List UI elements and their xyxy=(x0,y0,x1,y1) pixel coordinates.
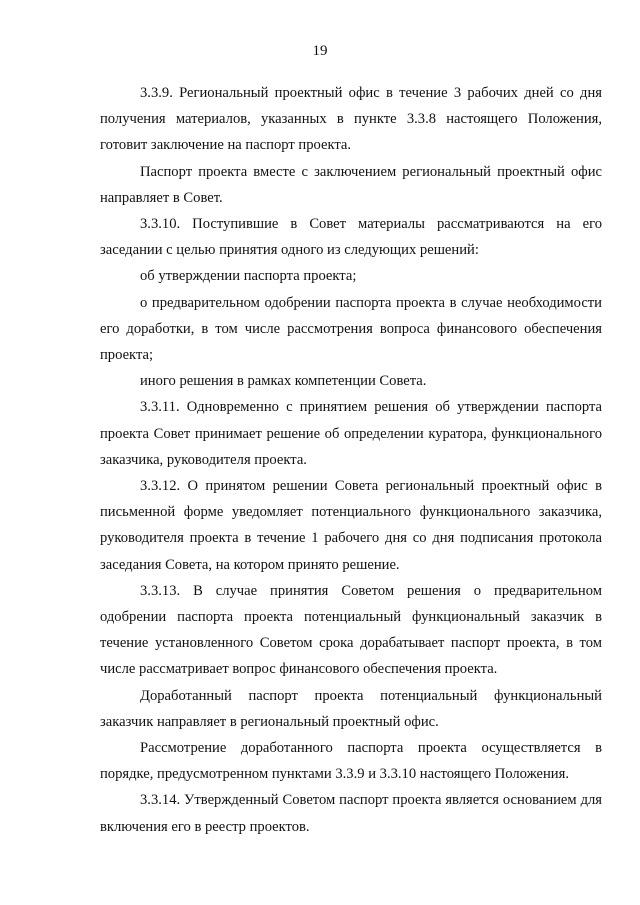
page-number: 19 xyxy=(312,43,328,59)
paragraph-review-procedure: Рассмотрение доработанного паспорта проекта осуществляется в порядке, предусмотренном пунктами 3.3.9 и 3.3.10 настоящего Положения. xyxy=(100,740,602,783)
paragraph-3-3-9: 3.3.9. Региональный проектный офис в течение 3 рабочих дней со дня получения материалов, указанных в пункте 3.3.8 настоящего Положения, готовит заключение на паспорт проекта. xyxy=(100,85,602,154)
list-item-approval: об утверждении паспорта проекта; xyxy=(140,268,357,285)
paragraph-3-3-12: 3.3.12. О принятом решении Совета региональный проектный офис в письменной форме уведомляет потенциального функционального заказчика, руководителя проекта в течение 1 рабочего дня со дня подписания протокола заседания Совета, на котором принято решение. xyxy=(100,478,602,573)
paragraph-passport-to-council: Паспорт проекта вместе с заключением региональный проектный офис направляет в Совет. xyxy=(100,163,602,206)
list-item-other-decision: иного решения в рамках компетенции Совета. xyxy=(140,373,427,390)
list-item-preliminary-approval: о предварительном одобрении паспорта проекта в случае необходимости его доработки, в том числе рассмотрения вопроса финансового обеспечения проекта; xyxy=(100,294,602,364)
paragraph-3-3-11: 3.3.11. Одновременно с принятием решения об утверждении паспорта проекта Совет принимает решение об определении куратора, функционального заказчика, руководителя проекта. xyxy=(100,399,602,468)
paragraph-3-3-14: 3.3.14. Утвержденный Советом паспорт проекта является основанием для включения его в реестр проектов. xyxy=(100,792,602,835)
paragraph-3-3-13: 3.3.13. В случае принятия Советом решения о предварительном одобрении паспорта проекта потенциальный функциональный заказчик в течение установленного Советом срока дорабатывает паспорт проекта, в том числе рассматривает вопрос финансового обеспечения проекта. xyxy=(100,582,602,678)
document-body xyxy=(100,80,602,840)
paragraph-revised-passport: Доработанный паспорт проекта потенциальный функциональный заказчик направляет в региональный проектный офис. xyxy=(100,687,602,730)
paragraph-3-3-10: 3.3.10. Поступившие в Совет материалы рассматриваются на его заседании с целью принятия одного из следующих решений: xyxy=(100,216,602,259)
